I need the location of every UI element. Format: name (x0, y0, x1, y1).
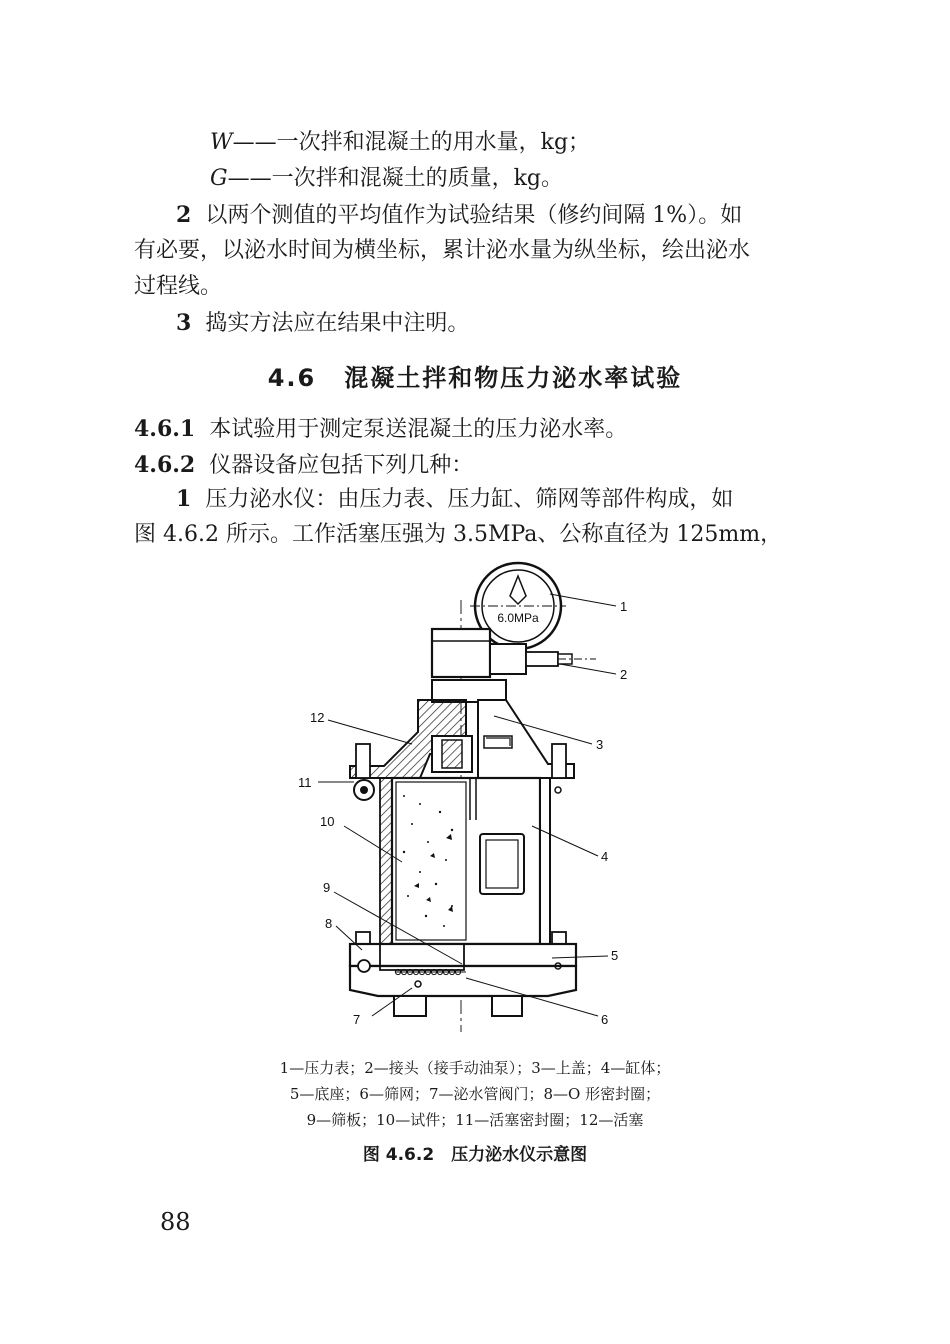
variable-w: W (210, 130, 233, 155)
gauge-label: 6.0MPa (497, 611, 539, 625)
callout-2: 2 (620, 667, 628, 682)
figure-title: 图 4.6.2 压力泌水仪示意图 (362, 1145, 588, 1165)
item-2-text-1: 以两个测值的平均值作为试验结果（修约间隔 1%）。如 (205, 203, 743, 228)
callout-12: 12 (310, 710, 325, 725)
section-title: 混凝土拌和物压力泌水率试验 (344, 364, 683, 392)
variable-g: G (210, 166, 228, 191)
base (350, 944, 576, 1016)
piston (432, 736, 472, 772)
page-number: 88 (160, 1208, 191, 1236)
callout-1: 1 (620, 599, 628, 614)
item-3-text: 捣实方法应在结果中注明。 (205, 311, 470, 336)
callout-4: 4 (601, 849, 609, 864)
item-1-text-1: 压力泌水仪：由压力表、压力缸、筛网等部件构成，如 (205, 487, 734, 512)
callout-10: 10 (320, 814, 335, 829)
definition-w-text: ——一次拌和混凝土的用水量，kg； (232, 130, 591, 155)
callout-9: 9 (323, 880, 331, 895)
item-1-number: 1 (176, 486, 192, 512)
item-2-line-2: 有必要，以泌水时间为横坐标，累计泌水量为纵坐标，绘出泌水 (134, 238, 751, 263)
callout-5: 5 (611, 948, 619, 963)
callout-11: 11 (298, 775, 312, 790)
callout-8: 8 (325, 916, 333, 931)
clause-4-6-2-text: 仪器设备应包括下列几种： (209, 453, 474, 478)
callout-6: 6 (601, 1012, 609, 1027)
figure-caption-line-1: 1—压力表；2—接头（接手动油泵）；3—上盖；4—缸体； (279, 1059, 671, 1077)
clause-4-6-2-number: 4.6.2 (134, 452, 196, 478)
clause-4-6-1-text: 本试验用于测定泵送混凝土的压力泌水率。 (209, 417, 628, 442)
callout-3: 3 (596, 737, 604, 752)
clause-4-6-1-number: 4.6.1 (134, 416, 196, 442)
section-number: 4.6 (267, 364, 317, 392)
figure-caption-line-3: 9—筛板；10—试件；11—活塞密封圈；12—活塞 (306, 1111, 644, 1129)
item-3-number: 3 (176, 310, 192, 336)
item-2-line-3: 过程线。 (134, 274, 223, 299)
concrete-specimen (396, 782, 466, 940)
item-2-number: 2 (176, 202, 192, 228)
callout-7: 7 (353, 1012, 361, 1027)
item-1-line-2: 图 4.6.2 所示。工作活塞压强为 3.5MPa、公称直径为 125mm， (134, 522, 783, 547)
figure-caption-line-2: 5—底座；6—筛网；7—泌水管阀门；8—O 形密封圈； (289, 1085, 661, 1103)
definition-g-text: ——一次拌和混凝土的质量，kg。 (227, 166, 563, 191)
